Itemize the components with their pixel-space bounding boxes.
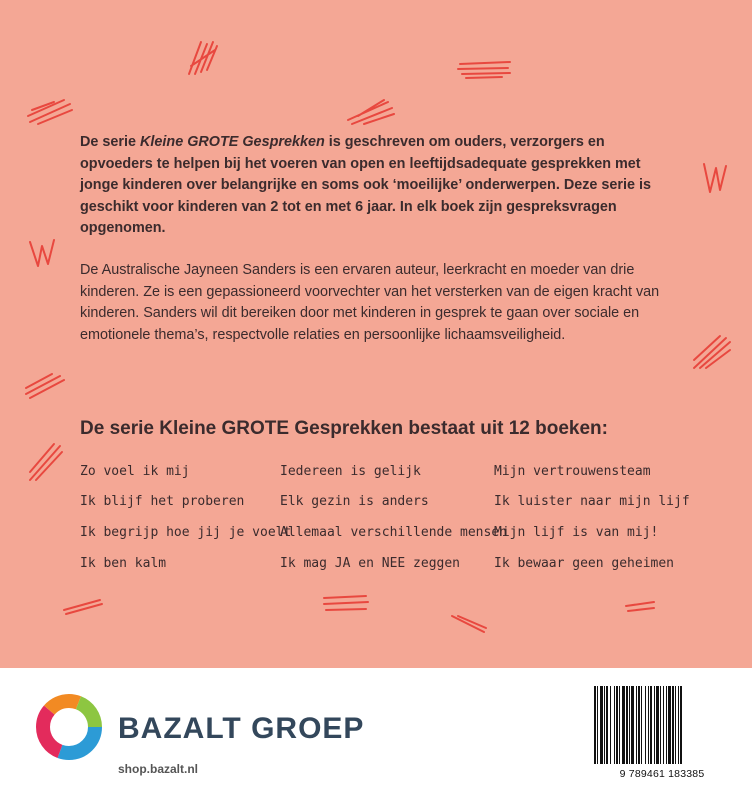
scribble-decoration [320, 592, 372, 616]
series-name: Kleine GROTE Gesprekken [140, 134, 325, 150]
barcode-bar [675, 686, 676, 764]
barcode-bar [672, 686, 674, 764]
barcode-bar [594, 686, 596, 764]
series-heading: De serie Kleine GROTE Gesprekken bestaat uit 12 boeken: [80, 418, 608, 439]
intro-text-start: De serie [80, 134, 141, 150]
publisher-name: BAZALT GROEP [118, 712, 365, 745]
barcode-bar [678, 686, 679, 764]
barcode-bar [616, 686, 618, 764]
barcode-bar [654, 686, 655, 764]
barcode-bar [631, 686, 634, 764]
barcode-bar [663, 686, 664, 764]
isbn-number: 9 789461 183385 [619, 768, 705, 780]
barcode-bar [666, 686, 667, 764]
barcode-bar [614, 686, 615, 764]
scribble-decoration [690, 332, 734, 372]
barcode-bar [680, 686, 682, 764]
book-title: Zo voel ik mij [80, 464, 190, 479]
scribble-decoration [26, 440, 66, 484]
book-title: Ik begrijp hoe jij je voelt [80, 525, 292, 540]
bazalt-logo-icon [34, 692, 104, 762]
barcode-bars-icon [592, 686, 732, 766]
barcode-bar [636, 686, 637, 764]
series-introduction [80, 132, 680, 240]
book-title: Allemaal verschillende mensen [280, 525, 507, 540]
barcode-bar [629, 686, 630, 764]
barcode-bar [597, 686, 598, 764]
book-title: Iedereen is gelijk [280, 464, 421, 479]
intro-text-rest: is geschreven om ouders, verzorgers en opvoeders te helpen bij het voeren van open en leeftijdsadequate gesprekken met jonge kinderen over belangrijke en soms ook ‘moeilijke’ onderwerpen. Deze serie is geschikt voor kinderen van 2 tot en met 6 jaar. In elk boek zijn gespreksvragen opgenomen. [80, 134, 652, 237]
barcode-bar [638, 686, 640, 764]
barcode-bar [606, 686, 608, 764]
book-title: Mijn vertrouwensteam [494, 464, 651, 479]
author-bio: De Australische Jayneen Sanders is een ervaren auteur, leerkracht en moeder van drie kinderen. Ze is een gepassioneerd voorvechter van het versterken van de eigen kracht van kinderen. Sanders wil dit bereiken door met kinderen in gesprek te gaan over sociale en emotionele thema’s, respectvolle relaties en persoonlijke lichaamsveiligheid. [80, 262, 660, 343]
book-title: Mijn lijf is van mij! [494, 525, 659, 540]
barcode-bar [656, 686, 659, 764]
scribble-decoration [456, 58, 514, 80]
barcode-bar [610, 686, 611, 764]
scribble-decoration [26, 236, 58, 270]
barcode-bar [622, 686, 625, 764]
book-title: Elk gezin is anders [280, 494, 429, 509]
book-title: Ik mag JA en NEE zeggen [280, 556, 461, 571]
barcode-bar [660, 686, 661, 764]
barcode-bar [641, 686, 642, 764]
book-title: Ik blijf het proberen [80, 494, 245, 509]
book-title: Ik luister naar mijn lijf [494, 494, 690, 509]
scribble-decoration [700, 160, 730, 196]
book-title: Ik ben kalm [80, 556, 167, 571]
barcode-bar [645, 686, 646, 764]
scribble-decoration [185, 36, 221, 78]
scribble-decoration [24, 96, 76, 126]
publisher-url: shop.bazalt.nl [118, 762, 199, 776]
barcode-bar [600, 686, 603, 764]
barcode-bar [626, 686, 628, 764]
barcode-bar [619, 686, 620, 764]
barcode-bar [668, 686, 671, 764]
scribble-decoration [448, 612, 490, 636]
barcode-bar [604, 686, 605, 764]
isbn-barcode [588, 686, 734, 778]
scribble-decoration [22, 370, 66, 400]
scribble-decoration [344, 96, 396, 126]
barcode-bar [650, 686, 652, 764]
scribble-decoration [622, 596, 658, 616]
scribble-decoration [60, 596, 106, 616]
barcode-bar [648, 686, 649, 764]
book-title: Ik bewaar geen geheimen [494, 556, 675, 571]
